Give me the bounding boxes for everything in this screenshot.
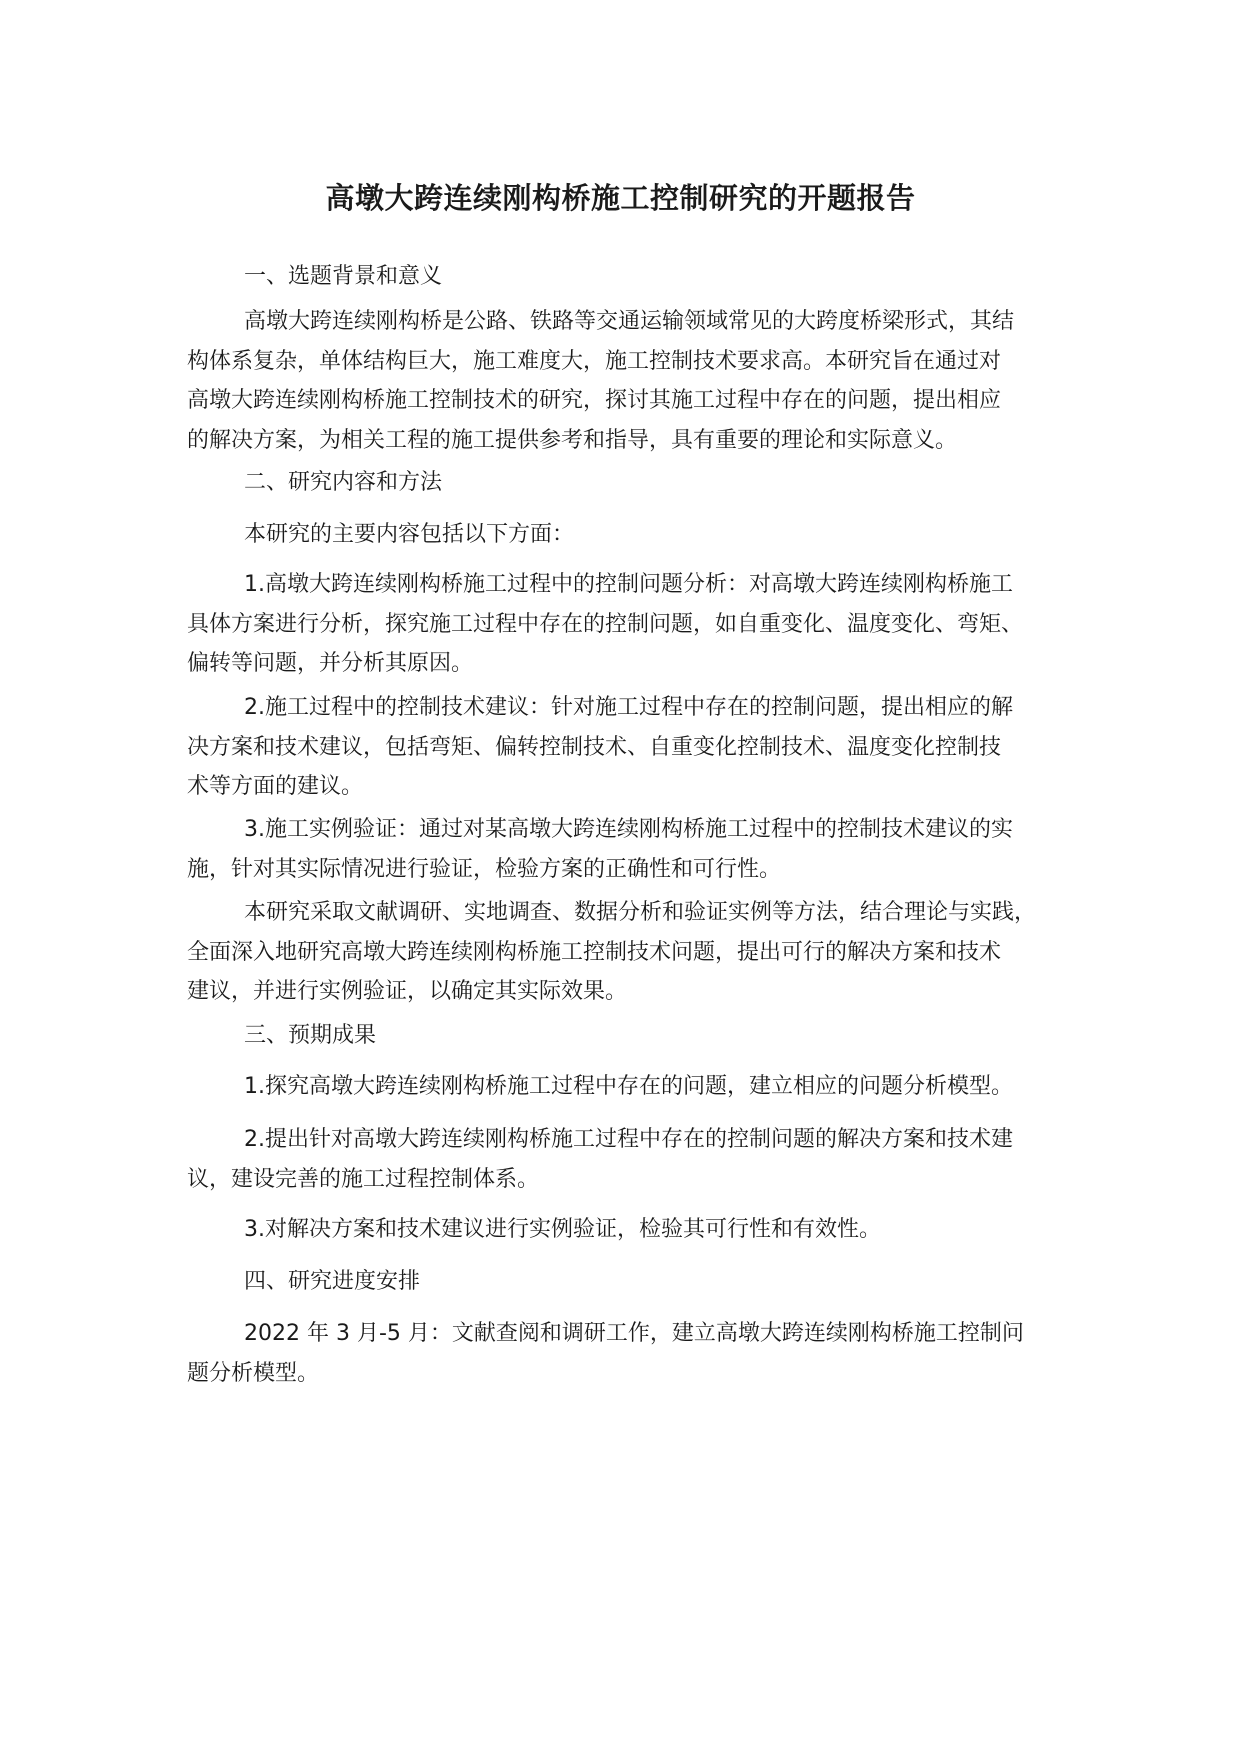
paragraph-line: 3.对解决方案和技术建议进行实例验证，检验其可行性和有效性。 xyxy=(244,1217,881,1242)
paragraph-line: 本研究采取文献调研、实地调查、数据分析和验证实例等方法，结合理论与实践， xyxy=(244,900,1037,925)
paragraph-line: 建议，并进行实例验证，以确定其实际效果。 xyxy=(187,979,628,1004)
list-item-content-2 xyxy=(187,688,1067,807)
paragraph-line: 全面深入地研究高墩大跨连续刚构桥施工控制技术问题，提出可行的解决方案和技术 xyxy=(187,939,1002,965)
section-heading-text: 二、研究内容和方法 xyxy=(244,470,443,495)
paragraph-line: 题分析模型。 xyxy=(187,1360,320,1386)
paragraph-intro xyxy=(187,515,1067,555)
schedule-item-1 xyxy=(187,1314,1067,1393)
section-heading-text: 一、选题背景和意义 xyxy=(244,264,443,289)
paragraph-line: 本研究的主要内容包括以下方面： xyxy=(244,522,575,547)
paragraph-line: 3.施工实例验证：通过对某高墩大跨连续刚构桥施工过程中的控制技术建议的实 xyxy=(244,817,1013,842)
document-title: 高墩大跨连续刚构桥施工控制研究的开题报告 xyxy=(325,181,916,215)
paragraph-line: 构体系复杂，单体结构巨大，施工难度大，施工控制技术要求高。本研究旨在通过对 xyxy=(187,348,1002,374)
paragraph-line: 具体方案进行分析，探究施工过程中存在的控制问题，如自重变化、温度变化、弯矩、 xyxy=(187,611,1024,637)
paragraph-line: 2.提出针对高墩大跨连续刚构桥施工过程中存在的控制问题的解决方案和技术建 xyxy=(244,1127,1013,1152)
paragraph-line: 高墩大跨连续刚构桥是公路、铁路等交通运输领域常见的大跨度桥梁形式，其结 xyxy=(244,309,1015,334)
section-heading-outcomes xyxy=(187,1016,1067,1056)
section-heading-background xyxy=(187,257,1067,297)
list-item-outcome-3 xyxy=(187,1210,1067,1250)
list-item-outcome-1 xyxy=(187,1067,1067,1107)
paragraph-line: 决方案和技术建议，包括弯矩、偏转控制技术、自重变化控制技术、温度变化控制技 xyxy=(187,734,1002,760)
list-item-content-3 xyxy=(187,810,1067,889)
paragraph-line: 术等方面的建议。 xyxy=(187,774,364,799)
paragraph-line: 的解决方案，为相关工程的施工提供参考和指导，具有重要的理论和实际意义。 xyxy=(187,427,958,453)
paragraph-line: 高墩大跨连续刚构桥施工控制技术的研究，探讨其施工过程中存在的问题，提出相应 xyxy=(187,388,1002,413)
paragraph-line: 议，建设完善的施工过程控制体系。 xyxy=(187,1166,540,1192)
list-item-outcome-2 xyxy=(187,1120,1067,1199)
paragraph-line: 施，针对其实际情况进行验证，检验方案的正确性和可行性。 xyxy=(187,856,782,882)
section-heading-text: 三、预期成果 xyxy=(244,1023,377,1048)
section-heading-text: 四、研究进度安排 xyxy=(244,1269,421,1294)
paragraph-line: 2022 年 3 月-5 月：文献查阅和调研工作，建立高墩大跨连续刚构桥施工控制问 xyxy=(244,1321,1024,1346)
paragraph-line: 2.施工过程中的控制技术建议：针对施工过程中存在的控制问题，提出相应的解 xyxy=(244,695,1013,720)
paragraph-line: 1.探究高墩大跨连续刚构桥施工过程中存在的问题，建立相应的问题分析模型。 xyxy=(244,1074,1013,1099)
list-item-content-1 xyxy=(187,565,1067,684)
paragraph-line: 1.高墩大跨连续刚构桥施工过程中的控制问题分析：对高墩大跨连续刚构桥施工 xyxy=(244,572,1013,597)
paragraph-background xyxy=(187,302,1067,460)
section-heading-schedule xyxy=(187,1262,1067,1302)
paragraph-methods xyxy=(187,893,1067,1012)
section-heading-content-methods xyxy=(187,463,1067,503)
paragraph-line: 偏转等问题，并分析其原因。 xyxy=(187,651,474,676)
